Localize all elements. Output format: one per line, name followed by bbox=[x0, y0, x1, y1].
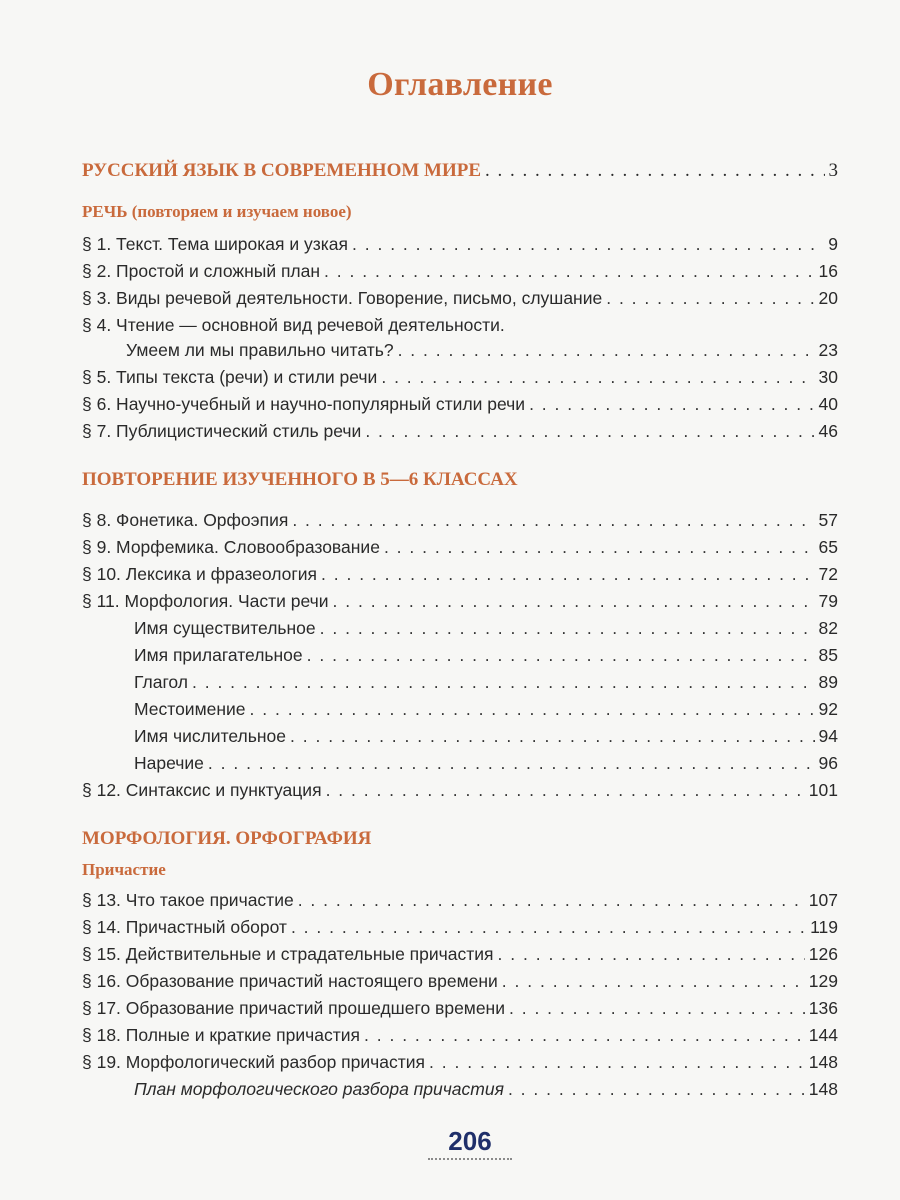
leader-dots bbox=[292, 507, 814, 533]
entry-label: § 17. Образование причастий прошедшего времени bbox=[82, 998, 505, 1018]
toc-entry[interactable] bbox=[82, 418, 838, 444]
entry-page: 23 bbox=[818, 340, 838, 360]
entry-page: 46 bbox=[818, 421, 838, 441]
entry-label: § 10. Лексика и фразеология bbox=[82, 564, 318, 584]
entry-label: § 5. Типы текста (речи) и стили речи bbox=[82, 367, 378, 387]
toc-entry[interactable] bbox=[82, 534, 838, 560]
entry-page: 82 bbox=[818, 618, 838, 638]
leader-dots bbox=[498, 941, 805, 967]
section-heading-morphology: МОРФОЛОГИЯ. ОРФОГРАФИЯ bbox=[82, 828, 372, 849]
toc-section-russian-language[interactable] bbox=[82, 158, 838, 184]
page-title: Оглавление bbox=[367, 66, 553, 103]
entry-label: Имя существительное bbox=[134, 618, 316, 638]
leader-dots bbox=[298, 887, 805, 913]
leader-dots bbox=[324, 258, 814, 284]
entry-label: § 3. Виды речевой деятельности. Говорение, письмо, слушание bbox=[82, 288, 603, 308]
entry-label: § 12. Синтаксис и пунктуация bbox=[82, 780, 322, 800]
leader-dots bbox=[307, 642, 815, 668]
section-heading-speech: РЕЧЬ (повторяем и изучаем новое) bbox=[82, 202, 352, 221]
entry-label: § 14. Причастный оборот bbox=[82, 917, 287, 937]
toc-entry[interactable] bbox=[82, 941, 838, 967]
entry-label: § 19. Морфологический разбор причастия bbox=[82, 1052, 426, 1072]
entry-label: Глагол bbox=[134, 672, 188, 692]
entry-label: § 2. Простой и сложный план bbox=[82, 261, 321, 281]
leader-dots bbox=[381, 364, 814, 390]
entry-page: 148 bbox=[808, 1052, 838, 1072]
leader-dots bbox=[509, 995, 805, 1021]
entry-page: 9 bbox=[828, 234, 838, 254]
leader-dots bbox=[384, 534, 815, 560]
entry-page: 72 bbox=[818, 564, 838, 584]
toc-entry[interactable] bbox=[82, 777, 838, 803]
toc-entry[interactable] bbox=[82, 364, 838, 390]
toc-entry[interactable] bbox=[82, 914, 838, 940]
entry-page: 79 bbox=[818, 591, 838, 611]
entry-page: 144 bbox=[808, 1025, 838, 1045]
entry-label: § 15. Действительные и страдательные причастия bbox=[82, 944, 494, 964]
toc-entry[interactable] bbox=[82, 968, 838, 994]
entry-page: 129 bbox=[808, 971, 838, 991]
entry-label: § 4. Чтение — основной вид речевой деятельности. bbox=[82, 315, 505, 335]
leader-dots bbox=[250, 696, 815, 722]
toc-entry[interactable] bbox=[82, 887, 838, 913]
toc-subentry[interactable] bbox=[82, 669, 838, 695]
leader-dots bbox=[333, 588, 815, 614]
entry-label: Местоимение bbox=[134, 699, 246, 719]
section-heading-review: ПОВТОРЕНИЕ ИЗУЧЕННОГО В 5—6 КЛАССАХ bbox=[82, 469, 518, 490]
leader-dots bbox=[321, 561, 815, 587]
leader-dots bbox=[398, 337, 815, 363]
leader-dots bbox=[364, 1022, 805, 1048]
toc-entry[interactable] bbox=[82, 507, 838, 533]
entry-page: 85 bbox=[818, 645, 838, 665]
entry-label: § 18. Полные и краткие причастия bbox=[82, 1025, 361, 1045]
toc-entry-continuation[interactable] bbox=[82, 337, 838, 363]
entry-page: 30 bbox=[818, 367, 838, 387]
toc-subentry[interactable] bbox=[82, 750, 838, 776]
entry-page: 101 bbox=[808, 780, 838, 800]
toc-entry[interactable] bbox=[82, 231, 838, 257]
toc-entry[interactable] bbox=[82, 312, 838, 338]
entry-label: § 9. Морфемика. Словообразование bbox=[82, 537, 380, 557]
leader-dots bbox=[502, 968, 805, 994]
entry-label: § 16. Образование причастий настоящего времени bbox=[82, 971, 498, 991]
entry-page: 57 bbox=[818, 510, 838, 530]
leader-dots bbox=[320, 615, 815, 641]
leader-dots bbox=[429, 1049, 805, 1075]
entry-page: 136 bbox=[808, 998, 838, 1018]
entry-page: 119 bbox=[810, 917, 838, 937]
entry-label: § 1. Текст. Тема широкая и узкая bbox=[82, 234, 349, 254]
toc-entry[interactable] bbox=[82, 561, 838, 587]
toc-subentry[interactable] bbox=[82, 1076, 838, 1102]
leader-dots bbox=[326, 777, 805, 803]
entry-label: Имя прилагательное bbox=[134, 645, 303, 665]
toc-entry[interactable] bbox=[82, 1049, 838, 1075]
leader-dots bbox=[290, 723, 815, 749]
leader-dots bbox=[208, 750, 815, 776]
leader-dots bbox=[291, 914, 806, 940]
toc-subentry[interactable] bbox=[82, 642, 838, 668]
toc-entry[interactable] bbox=[82, 1022, 838, 1048]
toc-subentry[interactable] bbox=[82, 723, 838, 749]
entry-label: § 6. Научно-учебный и научно-популярный стили речи bbox=[82, 394, 526, 414]
entry-page: 89 bbox=[818, 672, 838, 692]
page-number-footer: 206 bbox=[448, 1126, 492, 1156]
entry-label: § 8. Фонетика. Орфоэпия bbox=[82, 510, 289, 530]
toc-entry[interactable] bbox=[82, 258, 838, 284]
entry-page: 107 bbox=[808, 890, 838, 910]
leader-dots bbox=[365, 418, 814, 444]
page-number: 3 bbox=[828, 160, 838, 181]
page-number-underline bbox=[428, 1158, 512, 1162]
entry-page: 40 bbox=[818, 394, 838, 414]
entry-label: § 13. Что такое причастие bbox=[82, 890, 294, 910]
entry-page: 94 bbox=[818, 726, 838, 746]
leader-dots bbox=[508, 1076, 805, 1102]
entry-page: 126 bbox=[808, 944, 838, 964]
leader-dots bbox=[485, 158, 824, 184]
entry-label: Наречие bbox=[134, 753, 204, 773]
leader-dots bbox=[352, 231, 824, 257]
leader-dots bbox=[192, 669, 815, 695]
entry-label: Имя числительное bbox=[134, 726, 287, 746]
toc-entry[interactable] bbox=[82, 285, 838, 311]
toc-subentry[interactable] bbox=[82, 696, 838, 722]
entry-label: Умеем ли мы правильно читать? bbox=[126, 340, 394, 360]
entry-page: 96 bbox=[818, 753, 838, 773]
toc-entry[interactable] bbox=[82, 995, 838, 1021]
entry-label: § 7. Публицистический стиль речи bbox=[82, 421, 362, 441]
toc-entry[interactable] bbox=[82, 588, 838, 614]
entry-page: 92 bbox=[818, 699, 838, 719]
entry-page: 16 bbox=[818, 261, 838, 281]
leader-dots bbox=[606, 285, 814, 311]
subsection-heading-participle: Причастие bbox=[82, 860, 166, 879]
section-label: РУССКИЙ ЯЗЫК В СОВРЕМЕННОМ МИРЕ bbox=[82, 160, 482, 181]
entry-label: План морфологического разбора причастия bbox=[134, 1079, 504, 1099]
leader-dots bbox=[529, 391, 814, 417]
entry-page: 65 bbox=[818, 537, 838, 557]
entry-page: 20 bbox=[818, 288, 838, 308]
toc-subentry[interactable] bbox=[82, 615, 838, 641]
entry-page: 148 bbox=[808, 1079, 838, 1099]
toc-entry[interactable] bbox=[82, 391, 838, 417]
entry-label: § 11. Морфология. Части речи bbox=[82, 591, 329, 611]
